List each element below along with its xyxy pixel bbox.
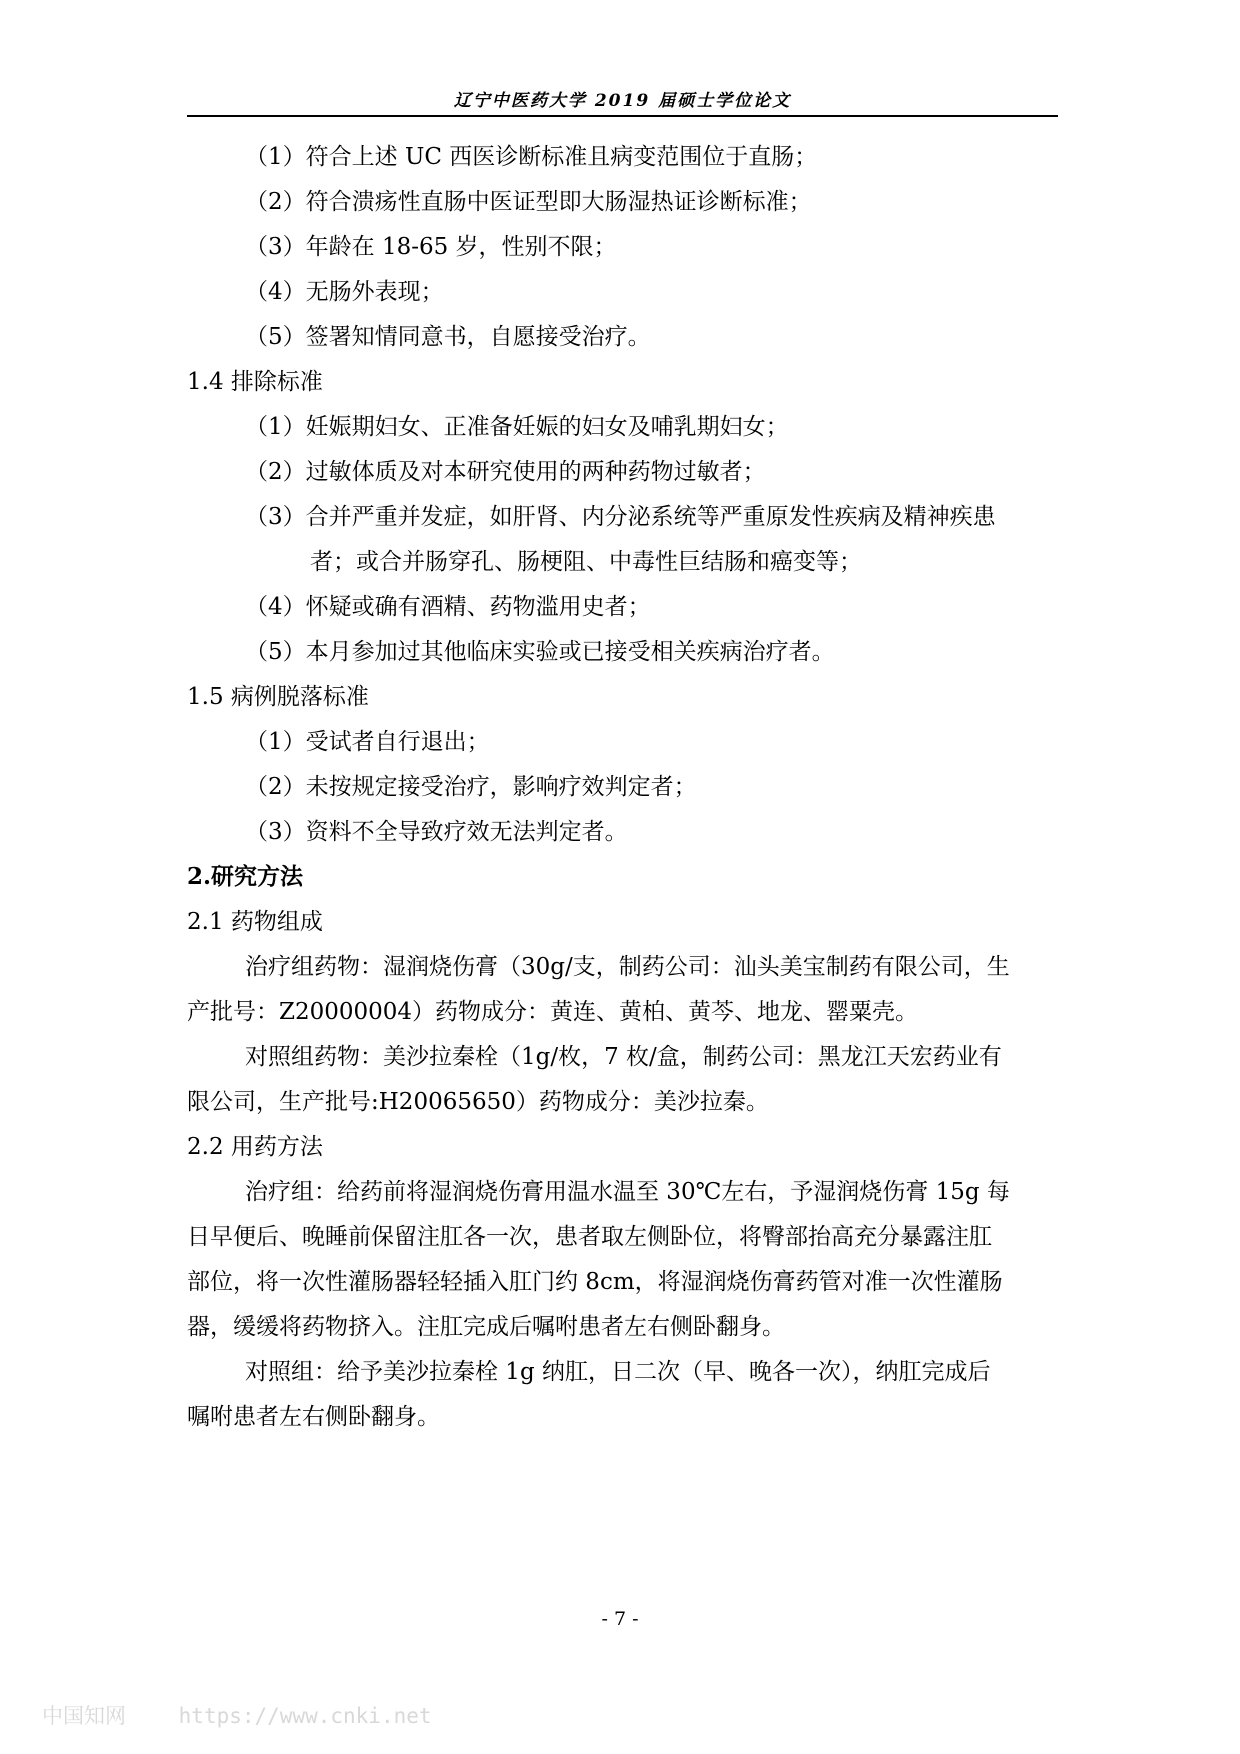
paragraph-control-method-cont: 嘱咐患者左右侧卧翻身。: [187, 1404, 440, 1430]
paragraph-control-method: 对照组：给予美沙拉秦栓 1g 纳肛，日二次（早、晚各一次），纳肛完成后: [245, 1359, 991, 1385]
inclusion-criterion-4: （4）无肠外表现；: [245, 279, 444, 305]
exclusion-criterion-5: （5）本月参加过其他临床实验或已接受相关疾病治疗者。: [245, 639, 835, 665]
paragraph-treatment-drug: 治疗组药物：湿润烧伤膏（30g/支，制药公司：汕头美宝制药有限公司，生: [245, 954, 1010, 980]
dropout-criterion-3: （3）资料不全导致疗效无法判定者。: [245, 819, 628, 845]
dropout-criterion-1: （1）受试者自行退出；: [245, 729, 490, 755]
paragraph-treatment-drug-cont: 产批号：Z20000004）药物成分：黄连、黄柏、黄芩、地龙、罂粟壳。: [187, 999, 919, 1025]
paragraph-treatment-method-cont-1: 日早便后、晚睡前保留注肛各一次，患者取左侧卧位，将臀部抬高充分暴露注肛: [187, 1224, 992, 1250]
section-heading-1-4: 1.4 排除标准: [187, 369, 323, 395]
paragraph-control-drug-cont: 限公司，生产批号:H20065650）药物成分：美沙拉秦。: [187, 1089, 769, 1115]
exclusion-criterion-2: （2）过敏体质及对本研究使用的两种药物过敏者；: [245, 459, 766, 485]
inclusion-criterion-3: （3）年龄在 18-65 岁，性别不限；: [245, 234, 617, 260]
section-heading-2: 2.研究方法: [187, 863, 304, 890]
paragraph-treatment-method-cont-2: 部位，将一次性灌肠器轻轻插入肛门约 8cm，将湿润烧伤膏药管对准一次性灌肠: [187, 1269, 1003, 1295]
paragraph-treatment-method-cont-3: 器，缓缓将药物挤入。注肛完成后嘱咐患者左右侧卧翻身。: [187, 1314, 785, 1340]
section-heading-2-2: 2.2 用药方法: [187, 1134, 323, 1160]
exclusion-criterion-3: （3）合并严重并发症，如肝肾、内分泌系统等严重原发性疾病及精神疾患: [245, 504, 996, 530]
inclusion-criterion-5: （5）签署知情同意书，自愿接受治疗。: [245, 324, 651, 350]
section-heading-2-1: 2.1 药物组成: [187, 909, 323, 935]
paragraph-control-drug: 对照组药物：美沙拉秦栓（1g/枚，7 枚/盒，制药公司：黑龙江天宏药业有: [245, 1044, 1002, 1070]
watermark-url: https://www.cnki.net: [178, 1704, 432, 1728]
dropout-criterion-2: （2）未按规定接受治疗，影响疗效判定者；: [245, 774, 697, 800]
page-number: - 7 -: [601, 1608, 639, 1630]
exclusion-criterion-4: （4）怀疑或确有酒精、药物滥用史者；: [245, 594, 651, 620]
paragraph-treatment-method: 治疗组：给药前将湿润烧伤膏用温水温至 30℃左右，予湿润烧伤膏 15g 每: [245, 1179, 1010, 1205]
cnki-watermark: [42, 1700, 432, 1730]
exclusion-criterion-3-cont: 者；或合并肠穿孔、肠梗阻、中毒性巨结肠和癌变等；: [310, 549, 862, 575]
section-heading-1-5: 1.5 病例脱落标准: [187, 684, 369, 710]
running-header: 辽宁中医药大学 2019 届硕士学位论文: [453, 91, 792, 111]
exclusion-criterion-1: （1）妊娠期妇女、正准备妊娠的妇女及哺乳期妇女；: [245, 414, 789, 440]
inclusion-criterion-1: （1）符合上述 UC 西医诊断标准且病变范围位于直肠；: [245, 144, 818, 170]
inclusion-criterion-2: （2）符合溃疡性直肠中医证型即大肠湿热证诊断标准；: [245, 189, 812, 215]
header-rule: [187, 115, 1058, 117]
watermark-site-name: 中国知网: [42, 1704, 126, 1728]
